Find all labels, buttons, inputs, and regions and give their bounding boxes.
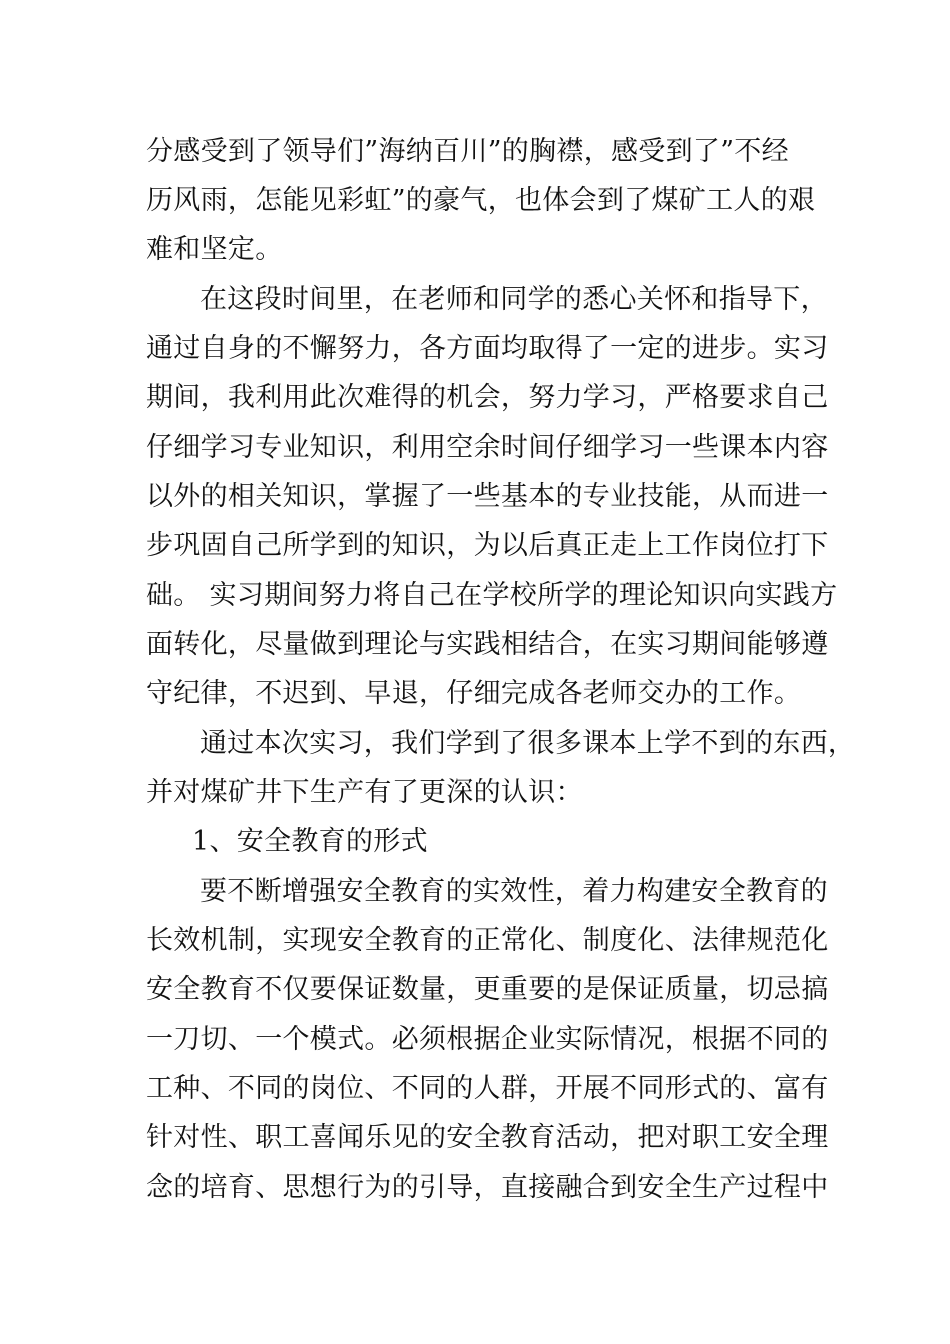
text-line: 础。 实习期间努力将自己在学校所学的理论知识向实践方 bbox=[146, 580, 838, 611]
text-line: 安全教育不仅要保证数量，更重要的是保证质量，切忌搞 bbox=[146, 974, 829, 1005]
section-heading: 1、安全教育的形式 bbox=[192, 826, 428, 857]
text-line: 工种、不同的岗位、不同的人群，开展不同形式的、富有 bbox=[146, 1073, 829, 1104]
text-line: 一刀切、一个模式。必须根据企业实际情况，根据不同的 bbox=[146, 1024, 829, 1055]
text-line: 期间，我利用此次难得的机会，努力学习，严格要求自己 bbox=[146, 382, 829, 413]
text-line: 面转化，尽量做到理论与实践相结合，在实习期间能够遵 bbox=[146, 629, 829, 660]
text-line: 针对性、职工喜闻乐见的安全教育活动，把对职工安全理 bbox=[146, 1122, 829, 1153]
text-line: 历风雨，怎能见彩虹”的豪气，也体会到了煤矿工人的艰 bbox=[146, 185, 816, 216]
text-line: 长效机制，实现安全教育的正常化、制度化、法律规范化 bbox=[146, 925, 829, 956]
text-line: 念的培育、思想行为的引导，直接融合到安全生产过程中 bbox=[146, 1172, 829, 1203]
paragraph-start-line: 在这段时间里，在老师和同学的悉心关怀和指导下， bbox=[200, 284, 828, 315]
text-line: 仔细学习专业知识，利用空余时间仔细学习一些课本内容 bbox=[146, 432, 829, 463]
text-line: 步巩固自己所学到的知识，为以后真正走上工作岗位打下 bbox=[146, 530, 829, 561]
text-line: 守纪律，不迟到、早退，仔细完成各老师交办的工作。 bbox=[146, 678, 802, 709]
text-line: 难和坚定。 bbox=[146, 234, 283, 265]
text-line: 通过自身的不懈努力，各方面均取得了一定的进步。实习 bbox=[146, 333, 829, 364]
paragraph-start-line: 通过本次实习，我们学到了很多课本上学不到的东西， bbox=[200, 728, 856, 759]
text-line: 分感受到了领导们”海纳百川”的胸襟，感受到了”不经 bbox=[146, 136, 789, 167]
text-line: 以外的相关知识，掌握了一些基本的专业技能，从而进一 bbox=[146, 481, 829, 512]
paragraph-start-line: 要不断增强安全教育的实效性，着力构建安全教育的 bbox=[200, 876, 828, 907]
text-line: 并对煤矿井下生产有了更深的认识： bbox=[146, 777, 583, 808]
